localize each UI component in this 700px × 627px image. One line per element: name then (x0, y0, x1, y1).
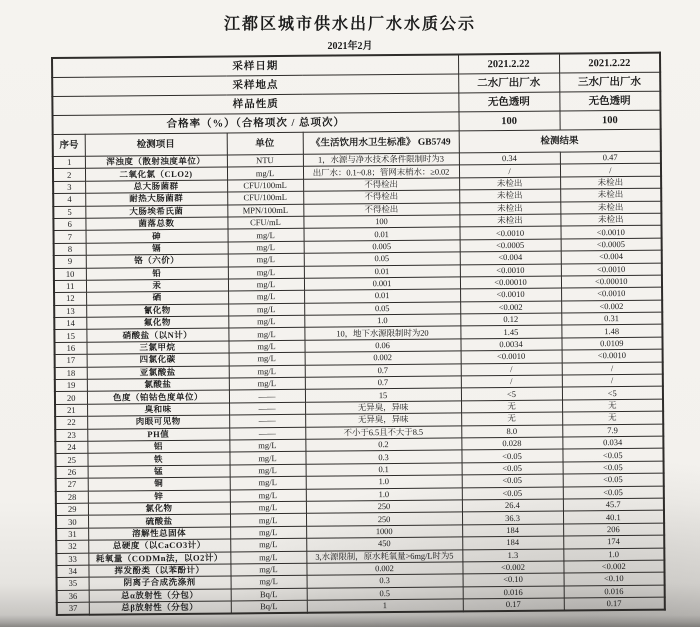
cell-standard: 不小于6.5且不大于8.5 (305, 426, 461, 440)
cell-item: 四氯化碳 (87, 353, 229, 367)
cell-index: 35 (57, 577, 89, 590)
cell-item: PH值 (87, 428, 229, 442)
cell-item: 二氧化氯（CLO2) (85, 167, 227, 181)
cell-index: 25 (55, 454, 87, 467)
cell-item: 臭和味 (87, 403, 229, 417)
cell-result-plant2: <0.002 (462, 561, 563, 574)
cell-result-plant3: 未检出 (560, 176, 661, 189)
cell-result-plant2: <0.0010 (460, 288, 561, 301)
cell-index: 6 (53, 218, 85, 231)
cell-index: 36 (57, 590, 89, 603)
col-header-unit: 单位 (227, 132, 303, 155)
cell-item: 砷 (86, 229, 228, 243)
cell-unit: mg/L (230, 551, 306, 564)
cell-result-plant2: / (461, 363, 562, 376)
cell-standard: 0.002 (306, 562, 462, 576)
cell-result-plant3: 0.0109 (561, 337, 662, 350)
cell-standard: 0.3 (307, 574, 463, 588)
cell-result-plant3: <0.10 (564, 572, 665, 585)
cell-item: 色度（铂钴色度单位） (87, 390, 229, 404)
cell-item: 镉 (86, 242, 228, 256)
cell-unit: mg/L (228, 340, 304, 353)
cell-unit: mg/L (228, 229, 304, 242)
cell-unit: mg/L (229, 365, 305, 378)
cell-result-plant3: <5 (562, 387, 663, 400)
cell-item: 氰化物 (86, 304, 228, 318)
cell-unit: mg/L (228, 266, 304, 279)
cell-index: 21 (55, 404, 87, 417)
cell-result-plant2: <0.0005 (460, 239, 561, 252)
cell-unit: MPN/100mL (227, 204, 303, 217)
cell-unit: CFU/mL (227, 216, 303, 229)
cell-index: 19 (55, 379, 87, 392)
cell-item: 三氯甲烷 (86, 341, 228, 355)
cell-standard: 无异臭，异味 (305, 401, 461, 415)
cell-item: 菌落总数 (85, 217, 227, 231)
cell-result-plant2: 无 (461, 400, 562, 413)
cell-result-plant3: <0.0010 (561, 263, 662, 276)
cell-unit: mg/L (230, 526, 306, 539)
info-value-plant2: 二水厂出厂水 (458, 73, 559, 93)
cell-index: 30 (56, 516, 88, 529)
cell-unit: mg/L (230, 514, 306, 527)
cell-result-plant2: 0.028 (461, 437, 562, 450)
cell-unit: mg/L (229, 353, 305, 366)
cell-result-plant3: <0.0010 (561, 287, 662, 300)
cell-index: 22 (55, 416, 87, 429)
cell-item: 耐热大肠菌群 (85, 192, 227, 206)
cell-item: 溶解性总固体 (88, 527, 230, 541)
cell-unit: mg/L (228, 315, 304, 328)
cell-unit: mg/L (228, 303, 304, 316)
cell-standard: 1000 (306, 525, 462, 539)
col-header-no: 序号 (53, 134, 85, 156)
cell-index: 18 (55, 367, 87, 380)
cell-unit: mg/L (228, 278, 304, 291)
cell-result-plant3: 0.034 (562, 436, 663, 449)
cell-result-plant2: 1.3 (462, 549, 563, 562)
cell-index: 10 (54, 268, 86, 281)
cell-result-plant2: 1.45 (460, 326, 561, 339)
cell-result-plant3: / (562, 374, 663, 387)
cell-item: 总α放射性（分包） (89, 589, 231, 603)
cell-unit: Bq/L (231, 588, 307, 601)
cell-unit: mg/L (228, 241, 304, 254)
cell-result-plant3: <0.05 (562, 449, 663, 462)
cell-unit: mg/L (229, 452, 305, 465)
cell-standard: 0.7 (305, 376, 461, 390)
cell-unit: CFU/100mL (227, 191, 303, 204)
cell-index: 9 (54, 255, 86, 268)
cell-standard: 0.7 (305, 364, 461, 378)
cell-result-plant3: 0.17 (564, 597, 665, 611)
cell-unit: mg/L (230, 501, 306, 514)
cell-item: 铜 (88, 477, 230, 491)
cell-unit: mg/L (230, 464, 306, 477)
cell-result-plant2: 0.016 (463, 586, 564, 599)
cell-result-plant2: <0.004 (460, 251, 561, 264)
info-value-plant3: 三水厂出厂水 (559, 72, 660, 92)
cell-result-plant2: <0.0010 (461, 350, 562, 363)
col-header-item: 检测项目 (85, 133, 227, 156)
cell-item: 氟化物 (86, 316, 228, 330)
cell-result-plant3: / (562, 362, 663, 375)
cell-result-plant3: / (560, 164, 661, 177)
cell-standard: 250 (306, 500, 462, 514)
cell-result-plant2: <0.05 (461, 449, 562, 462)
cell-unit: CFU/100mL (227, 179, 303, 192)
cell-index: 32 (56, 540, 88, 553)
col-header-result: 检测结果 (459, 129, 661, 153)
cell-standard: 0.05 (304, 302, 460, 316)
cell-index: 26 (56, 466, 88, 479)
cell-index: 13 (54, 305, 86, 318)
cell-result-plant2: 0.0034 (460, 338, 561, 351)
cell-standard: 出厂水：0.1~0.8；管网末梢水：≥0.02 (303, 165, 459, 179)
cell-result-plant3: 无 (562, 399, 663, 412)
cell-result-plant2: <0.05 (462, 474, 563, 487)
cell-unit: mg/L (230, 489, 306, 502)
cell-item: 总硬度（以CaCO3计） (88, 539, 230, 553)
page-subtitle: 2021年2月 (327, 41, 373, 52)
cell-standard: 10，地下水源限制时为20 (304, 326, 460, 340)
cell-result-plant2: <0.0010 (460, 226, 561, 239)
cell-index: 5 (53, 206, 85, 219)
cell-index: 2 (53, 169, 85, 182)
cell-result-plant2: / (461, 375, 562, 388)
cell-result-plant2: 184 (462, 524, 563, 537)
cell-result-plant2: 36.3 (462, 511, 563, 524)
cell-result-plant2: <0.00010 (460, 276, 561, 289)
cell-standard: 0.01 (304, 227, 460, 241)
cell-standard: 0.5 (307, 587, 463, 601)
cell-standard: 0.05 (304, 252, 460, 266)
cell-item: 铝 (87, 440, 229, 454)
cell-result-plant3: 174 (563, 535, 664, 548)
cell-result-plant3: 0.016 (564, 585, 665, 598)
cell-item: 氯化物 (88, 502, 230, 516)
cell-index: 24 (55, 441, 87, 454)
info-value-plant2: 2021.2.22 (458, 54, 559, 74)
cell-unit: mg/L (230, 476, 306, 489)
cell-index: 3 (53, 181, 85, 194)
cell-unit: Bq/L (231, 600, 307, 614)
cell-standard: 250 (306, 512, 462, 526)
cell-result-plant3: <0.05 (563, 473, 664, 486)
cell-item: 硝酸盐（以N计） (86, 328, 228, 342)
cell-standard: 0.002 (305, 351, 461, 365)
cell-item: 耗氧量（CODMn法，以O2计） (88, 551, 230, 565)
cell-index: 11 (54, 280, 86, 293)
cell-index: 37 (57, 602, 89, 615)
cell-item: 锰 (88, 465, 230, 479)
cell-unit: —— (229, 390, 305, 403)
cell-result-plant2: 未检出 (459, 202, 560, 215)
cell-index: 12 (54, 292, 86, 305)
water-quality-table (51, 52, 666, 617)
cell-result-plant2: 184 (462, 536, 563, 549)
cell-index: 33 (56, 553, 88, 566)
cell-unit: mg/L (227, 167, 303, 180)
cell-unit: mg/L (228, 328, 304, 341)
info-row-label: 采样地点 (52, 74, 458, 97)
cell-result-plant2: <0.0010 (460, 264, 561, 277)
cell-unit: —— (229, 427, 305, 440)
cell-result-plant2: 无 (461, 412, 562, 425)
cell-result-plant2: <0.05 (462, 487, 563, 500)
cell-result-plant2: <0.10 (463, 573, 564, 586)
cell-standard: 100 (303, 215, 459, 229)
cell-item: 汞 (86, 279, 228, 293)
cell-standard: 1.0 (304, 314, 460, 328)
cell-unit: mg/L (228, 253, 304, 266)
cell-item: 锌 (88, 490, 230, 504)
cell-result-plant3: <0.05 (563, 461, 664, 474)
cell-result-plant3: 未检出 (560, 201, 661, 214)
cell-standard: 1.0 (306, 475, 462, 489)
cell-index: 23 (55, 429, 87, 442)
cell-unit: mg/L (228, 291, 304, 304)
cell-unit: mg/L (229, 439, 305, 452)
cell-result-plant2: <0.002 (460, 301, 561, 314)
cell-standard: 0.2 (305, 438, 461, 452)
info-row-label: 采样日期 (52, 54, 458, 77)
cell-standard: 450 (306, 537, 462, 551)
cell-index: 8 (54, 243, 86, 256)
cell-result-plant2: 0.12 (460, 313, 561, 326)
cell-standard: 0.06 (304, 339, 460, 353)
cell-index: 7 (54, 231, 86, 244)
cell-index: 17 (55, 354, 87, 367)
cell-result-plant3: <0.0010 (560, 226, 661, 239)
cell-standard: 3,水源限制，原水耗氧量>6mg/L时为5 (306, 549, 462, 563)
scanned-water-quality-notice (0, 11, 700, 627)
cell-index: 28 (56, 491, 88, 504)
cell-index: 34 (56, 565, 88, 578)
info-row-label: 合格率（%）（合格项次 / 总项次） (53, 112, 459, 135)
cell-result-plant3: 无 (562, 411, 663, 424)
cell-index: 31 (56, 528, 88, 541)
cell-unit: mg/L (230, 538, 306, 551)
info-value-plant2: 100 (458, 111, 559, 131)
info-value-plant3: 无色透明 (559, 91, 660, 111)
cell-standard: 1，水源与净水技术条件限制时为3 (303, 153, 459, 167)
cell-standard: 0.01 (304, 289, 460, 303)
cell-result-plant3: <0.0005 (561, 238, 662, 251)
cell-result-plant2: <5 (461, 387, 562, 400)
cell-unit: mg/L (230, 563, 306, 576)
cell-result-plant3: 1.0 (563, 548, 664, 561)
cell-item: 阴离子合成洗涤剂 (89, 576, 231, 590)
cell-item: 铅 (86, 266, 228, 280)
cell-item: 亚氯酸盐 (87, 366, 229, 380)
cell-result-plant3: <0.002 (561, 300, 662, 313)
cell-item: 肉眼可见物 (87, 415, 229, 429)
cell-index: 4 (53, 193, 85, 206)
cell-unit: —— (229, 402, 305, 415)
cell-result-plant2: / (459, 164, 560, 177)
cell-result-plant2: 26.4 (462, 499, 563, 512)
cell-result-plant2: <0.05 (462, 462, 563, 475)
cell-result-plant3: <0.05 (563, 486, 664, 499)
cell-index: 20 (55, 392, 87, 405)
cell-item: 大肠埃希氏菌 (85, 205, 227, 219)
cell-result-plant3: 7.9 (562, 424, 663, 437)
cell-unit: NTU (227, 154, 303, 167)
page-title: 江都区城市供水出厂水水质公示 (223, 16, 476, 33)
scan-edge-shadow (0, 615, 700, 627)
info-row-label: 样品性质 (52, 93, 458, 116)
cell-item: 总β放射性（分包） (89, 601, 231, 615)
cell-index: 1 (53, 156, 85, 169)
cell-item: 铬（六价） (86, 254, 228, 268)
cell-item: 浑浊度（散射浊度单位） (85, 155, 227, 169)
cell-unit: —— (229, 414, 305, 427)
cell-index: 14 (54, 317, 86, 330)
cell-standard: 1.0 (306, 487, 462, 501)
cell-standard: 1 (307, 599, 463, 613)
cell-standard: 0.005 (304, 240, 460, 254)
cell-standard: 不得检出 (303, 178, 459, 192)
sampling-info-section (52, 53, 661, 135)
cell-standard: 0.001 (304, 277, 460, 291)
info-value-plant3: 2021.2.22 (559, 53, 660, 73)
cell-result-plant3: <0.00010 (561, 275, 662, 288)
cell-unit: mg/L (231, 576, 307, 589)
cell-item: 挥发酚类（以苯酚计） (88, 564, 230, 578)
cell-result-plant3: 未检出 (560, 188, 661, 201)
cell-result-plant2: 未检出 (459, 177, 560, 190)
cell-item: 氯酸盐 (87, 378, 229, 392)
info-value-plant3: 100 (559, 110, 660, 130)
cell-item: 总大肠菌群 (85, 180, 227, 194)
cell-result-plant3: <0.004 (561, 250, 662, 263)
cell-standard: 不得检出 (303, 190, 459, 204)
cell-result-plant3: 1.48 (561, 325, 662, 338)
cell-standard: 0.01 (304, 264, 460, 278)
cell-result-plant2: 8.0 (461, 425, 562, 438)
cell-result-plant3: <0.0010 (562, 349, 663, 362)
measurements-section (53, 151, 665, 615)
cell-result-plant3: 40.1 (563, 510, 664, 523)
cell-result-plant2: 0.34 (459, 152, 560, 165)
cell-result-plant2: 0.17 (463, 598, 564, 612)
cell-index: 29 (56, 503, 88, 516)
cell-index: 16 (54, 342, 86, 355)
cell-result-plant3: 206 (563, 523, 664, 536)
cell-result-plant3: 45.7 (563, 498, 664, 511)
cell-item: 铁 (87, 452, 229, 466)
cell-result-plant2: 未检出 (459, 214, 560, 227)
cell-standard: 0.1 (306, 463, 462, 477)
cell-index: 15 (54, 330, 86, 343)
col-header-standard: 《生活饮用水卫生标准》 GB5749 (303, 131, 459, 154)
cell-result-plant3: 未检出 (560, 213, 661, 226)
cell-result-plant2: 未检出 (459, 189, 560, 202)
cell-standard: 不得检出 (303, 203, 459, 217)
cell-item: 硫酸盐 (88, 514, 230, 528)
cell-standard: 0.3 (305, 450, 461, 464)
cell-result-plant3: 0.47 (560, 151, 661, 164)
cell-unit: mg/L (229, 377, 305, 390)
cell-result-plant3: <0.002 (563, 560, 664, 573)
cell-standard: 无异臭，异味 (305, 413, 461, 427)
info-value-plant2: 无色透明 (458, 92, 559, 112)
cell-standard: 15 (305, 388, 461, 402)
cell-item: 硒 (86, 291, 228, 305)
cell-index: 27 (56, 478, 88, 491)
cell-result-plant3: 0.31 (561, 312, 662, 325)
